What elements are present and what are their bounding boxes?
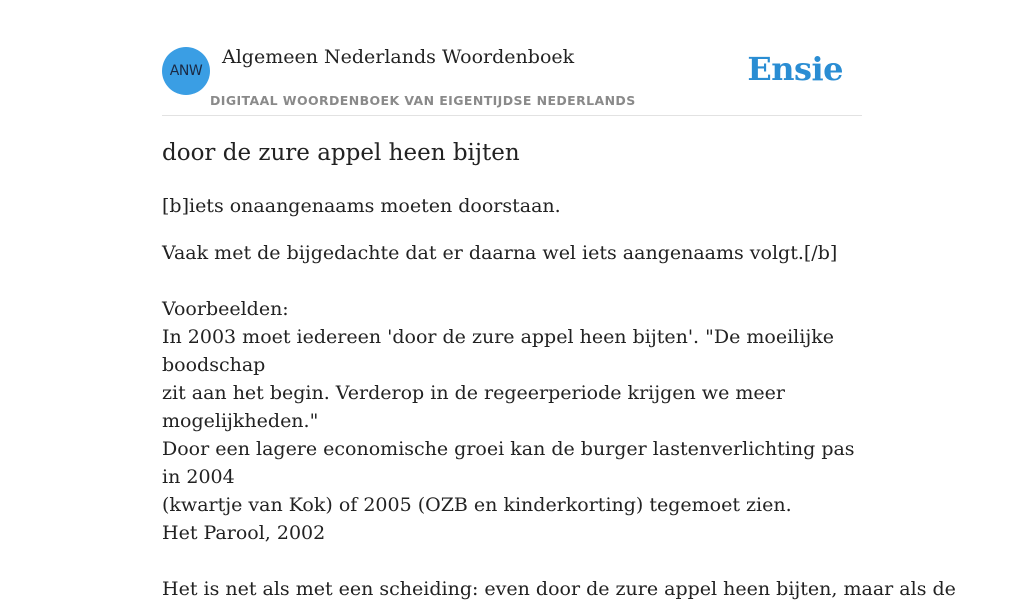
site-subtitle: DIGITAAL WOORDENBOEK VAN EIGENTIJDSE NEDERLANDS — [210, 93, 636, 108]
site-title[interactable]: Algemeen Nederlands Woordenboek — [222, 46, 575, 68]
example-line: Door een lagere economische groei kan de burger lastenverlichting pas in 2004 — [162, 438, 855, 488]
example-source: Het Parool, 2002 — [162, 522, 326, 544]
ensie-brand-logo[interactable]: Ensie — [747, 50, 843, 88]
examples-heading: Voorbeelden: — [162, 298, 289, 320]
anw-logo[interactable]: ANW — [162, 47, 210, 95]
example-line: (kwartje van Kok) of 2005 (OZB en kinderkorting) tegemoet zien. — [162, 494, 792, 516]
entry-body — [162, 192, 956, 603]
site-header — [162, 0, 862, 116]
entry-note: Vaak met de bijgedachte dat er daarna wel iets aangenaams volgt.[/b] — [162, 242, 838, 264]
entry-title: door de zure appel heen bijten — [162, 140, 520, 166]
spacer — [162, 267, 862, 295]
entry-definition: [b]iets onaangenaams moeten doorstaan. — [162, 195, 561, 217]
example-line: zit aan het begin. Verderop in de regeerperiode krijgen we meer mogelijkheden." — [162, 382, 785, 432]
spacer — [162, 547, 862, 575]
example-line: In 2003 moet iedereen 'door de zure appel heen bijten'. "De moeilijke boodschap — [162, 326, 834, 376]
page-container — [162, 0, 956, 600]
example-line: Het is net als met een scheiding: even door de zure appel heen bijten, maar als de — [162, 578, 956, 600]
